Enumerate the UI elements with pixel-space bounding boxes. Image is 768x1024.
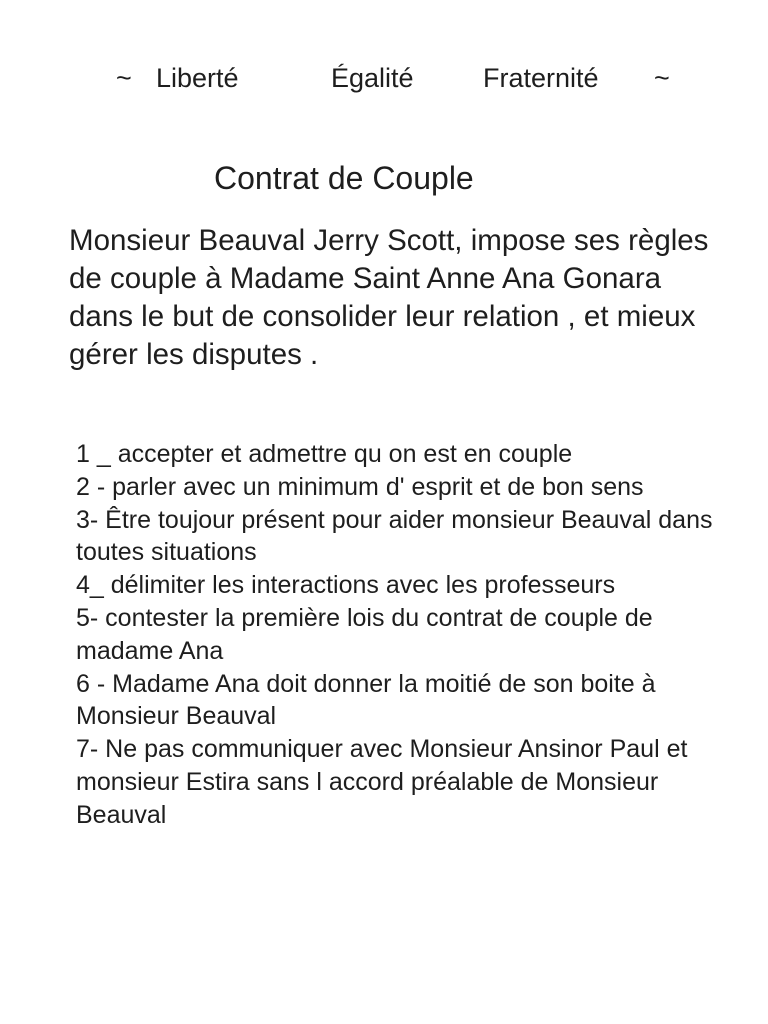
rules-list bbox=[76, 438, 716, 832]
rule-item: 7- Ne pas communiquer avec Monsieur Ansinor Paul et monsieur Estira sans l accord préalable de Monsieur Beauval bbox=[76, 735, 688, 829]
national-motto bbox=[0, 58, 768, 98]
rule-item: 4_ délimiter les interactions avec les professeurs bbox=[76, 571, 616, 600]
motto-liberte: Liberté bbox=[156, 63, 239, 93]
motto-tilde-right: ~ bbox=[654, 63, 670, 93]
intro-paragraph: Monsieur Beauval Jerry Scott, impose ses règles de couple à Madame Saint Anne Ana Gonara dans le but de consolider leur relation , et mieux gérer les disputes . bbox=[69, 224, 709, 371]
rule-item: 6 - Madame Ana doit donner la moitié de son boite à Monsieur Beauval bbox=[76, 669, 656, 731]
rule-item: 5- contester la première lois du contrat de couple de madame Ana bbox=[76, 603, 653, 665]
motto-tilde-left: ~ bbox=[116, 63, 132, 93]
document-title: Contrat de Couple bbox=[214, 160, 474, 196]
rule-item: 3- Être toujour présent pour aider monsieur Beauval dans toutes situations bbox=[76, 505, 713, 567]
motto-egalite: Égalité bbox=[331, 63, 414, 93]
rule-item: 1 _ accepter et admettre qu on est en couple bbox=[76, 440, 573, 468]
motto-fraternite: Fraternité bbox=[483, 63, 599, 93]
rule-item: 2 - parler avec un minimum d' esprit et de bon sens bbox=[76, 472, 644, 501]
